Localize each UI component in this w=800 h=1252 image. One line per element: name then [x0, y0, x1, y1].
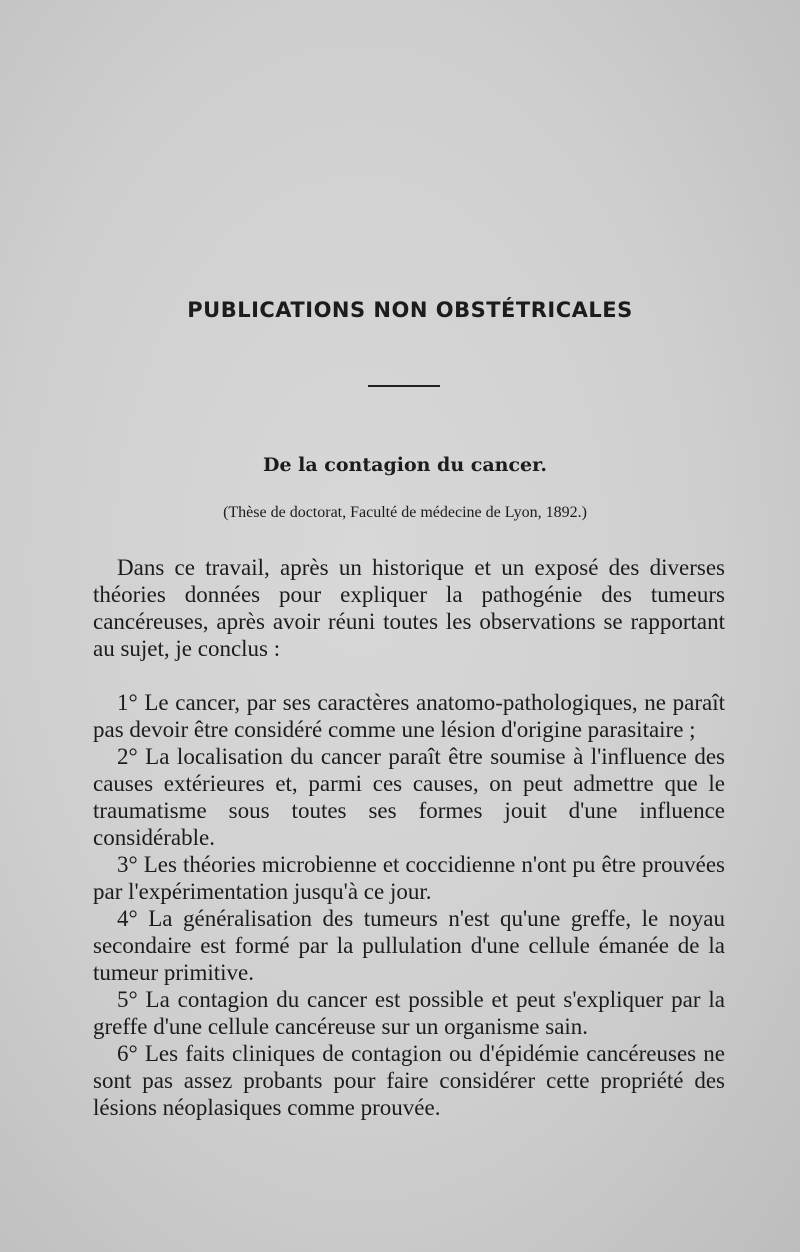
intro-paragraph: Dans ce travail, après un historique et un exposé des diverses théories données pour expliquer la pathogénie des tumeurs cancéreuses, après avoir réuni toutes les observations se rapportant au sujet, je conclus : [93, 555, 725, 661]
conclusion-5: 5° La contagion du cancer est possible et peut s'expliquer par la greffe d'une cellule cancéreuse sur un organisme sain. [93, 987, 725, 1039]
article-title: De la contagion du cancer. [262, 454, 548, 476]
article-body [93, 554, 725, 1121]
conclusion-1: 1° Le cancer, par ses caractères anatomo-pathologiques, ne paraît pas devoir être considéré comme une lésion d'origine parasitaire ; [93, 690, 725, 742]
article-subtitle: (Thèse de doctorat, Faculté de médecine de Lyon, 1892.) [223, 504, 587, 521]
conclusion-2: 2° La localisation du cancer paraît être soumise à l'influence des causes extérieures et, parmi ces causes, on peut admettre que le traumatisme sous toutes ses formes jouit d'une influence considérable. [93, 744, 725, 850]
conclusion-3: 3° Les théories microbienne et coccidienne n'ont pu être prouvées par l'expérimentation jusqu'à ce jour. [93, 852, 725, 904]
conclusion-4: 4° La généralisation des tumeurs n'est qu'une greffe, le noyau secondaire est formé par la pullulation d'une cellule émanée de la tumeur primitive. [93, 906, 725, 985]
section-heading: PUBLICATIONS NON OBSTÉTRICALES [187, 298, 633, 322]
horizontal-rule [368, 385, 440, 387]
conclusion-6: 6° Les faits cliniques de contagion ou d'épidémie cancéreuses ne sont pas assez probants pour faire considérer cette propriété des lésions néoplasiques comme prouvée. [93, 1041, 725, 1120]
